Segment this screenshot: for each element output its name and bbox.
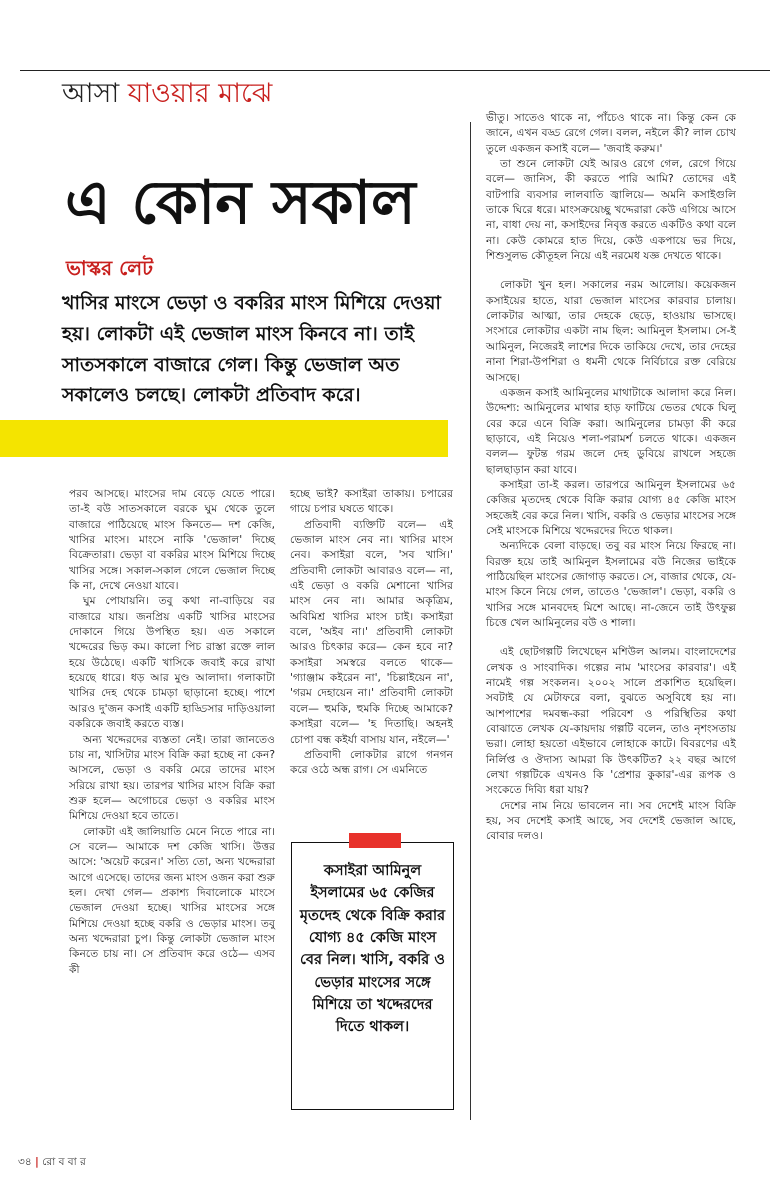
column-divider (470, 122, 471, 1120)
body-column-1 (69, 486, 275, 977)
pull-quote-text: কসাইরা আমিনুল ইসলামের ৬৫ কেজির মৃতদেহ থেকে বিক্রি করার যোগ্য ৪৫ কেজি মাংস বের নিল। খাসি, বকরি ও ভেড়ার মাংসের সঙ্গে মিশিয়ে তা খদ্দেরদের দিতে থাকল। (299, 863, 446, 1036)
section-heading-part2: যাওয়ার মাঝে (127, 78, 273, 109)
section-heading (62, 78, 272, 110)
paragraph: অন্যদিকে বেলা বাড়ছে। তবু বর মাংস নিয়ে ফিরছে না। বিরক্ত হয়ে তাই আমিনুল ইসলামের বউ নিজের ভাইকে পাঠিয়েছিল মাংসের জোগাড় করতে। সে, বাজার থেকে, যে-মাংস কিনে নিয়ে গেল, তাতেও 'ভেজাল'। ভেড়া, বকরি ও খাসির সঙ্গে মানবদেহ মিশে আছে। না-জেনে তাই উৎফুল্ল চিত্তে খেল আমিনুলের বউ ও শালা। (486, 539, 736, 629)
paragraph: তা শুনে লোকটা যেই আরও রেগে গেল, রেগে গিয়ে বলে— জানিস, কী করতে পারি আমি? তোদের এই বাটপারি ব্যবসার লালবাতি জ্বালিয়ে— অমনি কসাইগুলি তাকে ঘিরে ধরে। মাংসক্রয়েচ্ছু খদ্দেরারা কেউ এগিয়ে আসে না, বাধা দেয় না, কসাইদের নিবৃত্ত করতে একটিও কথা বলে না। কেউ কোমরে হাত দিয়ে, কেউ একপায়ে ভর দিয়ে, শিশুসুলভ কৌতূহল নিয়ে এই নরমেধ যজ্ঞ দেখতে থাকে। (486, 157, 736, 263)
paragraph: পরব আসছে। মাংসের দাম বেড়ে যেতে পারে। তা-ই বউ সাতসকালে বরকে ঘুম থেকে তুলে বাজারে পাঠিয়েছে মাংস কিনতে— দশ কেজি, খাসির মাংস। মাংসে নাকি 'ভেজাল' দিচ্ছে বিক্রেতারা। ভেড়া বা বকরির মাংস মিশিয়ে দিচ্ছে খাসির সঙ্গে। সকাল-সকাল গেলে ভেজাল দিচ্ছে কি না, দেখে নেওয়া যাবে। (69, 487, 275, 593)
paragraph: একজন কসাই আমিনুলের মাথাটাকে আলাদা করে নিল। উদ্দেশ্য: আমিনুলের মাথার হাড় ফাটিয়ে ভেতর থেকে ঘিলু বের করে এনে বিক্রি করা। আমিনুলের চামড়া কী করে ছাড়াবে, এই নিয়েও শলা-পরামর্শ চলতে থাকে। একজন বলল— ফুটন্ত গরম জলে দেহ ডুবিয়ে রাখলে সহজে ছালছাড়ান করা যাবে। (486, 385, 736, 476)
magazine-name: রো ব বা র (42, 1156, 86, 1168)
paragraph: ভীতু। সাতেও থাকে না, পাঁচেও থাকে না। কিন্তু কেন কে জানে, এখন বড্ড রেগে গেল। বলল, নইলে কী? লাল চোখ তুলে একজন কসাই বলে— 'জবাই করুম।' (486, 111, 736, 155)
intro-text: খাসির মাংসে ভেড়া ও বকরির মাংস মিশিয়ে দেওয়া হয়। লোকটা এই ভেজাল মাংস কিনবে না। তাই সাতসকালে বাজারে গেল। কিন্তু ভেজাল অত সকালেও চলছে। লোকটা প্রতিবাদ করে। (62, 292, 441, 407)
paragraph: হচ্ছে ভাই? কসাইরা তাকায়। চপারের গায়ে চপার ঘষতে থাকে। (290, 487, 453, 516)
paragraph: প্রতিবাদী লোকটার রাগে গনগন করে ওঠে অন্ধ রাগ। সে এমনিতে (290, 747, 453, 777)
page-number: ৩৪ (18, 1156, 32, 1168)
footer-separator: | (34, 1156, 39, 1168)
intro-paragraph (62, 288, 454, 411)
header-rule (20, 70, 770, 71)
paragraph: লোকটা এই জালিয়াতি মেনে নিতে পারে না। সে বলে— আমাকে দশ কেজি খাসি। উত্তর আসে: 'অয়েট করেন।' সত্যি তো, অন্য খদ্দেরারা আগে এসেছে। তাদের জন্য মাংস ওজন করা শুরু হল। দেখা গেল— প্রকাশ্য দিবালোকে মাংসে ভেজাল দেওয়া হচ্ছে। খাসির মাংসের সঙ্গে মিশিয়ে দেওয়া হচ্ছে বকরি ও ভেড়ার মাংস। তবু অন্য খদ্দেরারা চুপ। কিন্তু লোকটা ভেজাল মাংস কিনতে চায় না। সে প্রতিবাদ করে ওঠে— এসব কী (69, 824, 275, 976)
paragraph: লোকটা খুন হল। সকালের নরম আলোয়। কয়েকজন কসাইয়ের হাতে, যারা ভেজাল মাংসের কারবার চালায়। লোকটার আত্মা, তার দেহকে ছেড়ে, হাওয়ায় ভাসছে। সংসারে লোকটার একটা নাম ছিল: আমিনুল ইসলাম। সে-ই আমিনুল, নিজেরই লাশের দিকে তাকিয়ে দেখে, তার দেহের নানা শিরা-উপশিরা ও ধমনী থেকে নির্বিচারে রক্ত বেরিয়ে আসছে। (486, 278, 736, 384)
yellow-band (0, 420, 448, 457)
body-column-2 (290, 486, 453, 778)
pull-quote-accent (349, 833, 401, 848)
body-column-3 (486, 110, 736, 844)
paragraph: প্রতিবাদী ব্যক্তিটি বলে— এই ভেজাল মাংস নেব না। খাসির মাংস নেব। কসাইরা বলে, 'সব খাসি।' প্রতিবাদী লোকটা আবারও বলে— না, এই ভেড়া ও বকরি মেশানো খাসির মাংস নেব না। আমার অকৃত্রিম, অবিমিশ্র খাসির মাংস চাই। কসাইরা বলে, 'অইব না।' প্রতিবাদী লোকটা আরও চিৎকার করে— কেন হবে না? কসাইরা সমস্বরে বলতে থাকে— 'গ্যাঞ্জাম কইরেন না', 'চিল্লাইয়েন না', 'গরম দেহায়েন না।' প্রতিবাদী লোকটা বলে— হুমকি, হুমকি দিচ্ছে আমাকে? কসাইরা বলে— 'হ দিতাছি। অহনই চোপা বন্ধ কইর্যা বাসায় যান, নইলে—' (290, 517, 453, 746)
paragraph: অন্য খদ্দেরদের ব্যস্ততা নেই। তারা জানতেও চায় না, খাসিটার মাংস বিক্রি করা হচ্ছে না কেন? আসলে, ভেড়া ও বকরি মেরে তাদের মাংস সরিয়ে রাখা হয়। তারপর খাসির মাংস বিক্রি করা শুরু হলে— অগোচরে ভেড়া ও বকরির মাংস মিশিয়ে দেওয়া হবে তাতে। (69, 732, 275, 823)
paragraph: কসাইরা তা-ই করল। তারপরে আমিনুল ইসলামের ৬৫ কেজির মৃতদেহ থেকে বিক্রি করার যোগ্য ৪৫ কেজি মাংস সহজেই বের করে নিল। খাসি, বকরি ও ভেড়ার মাংসের সঙ্গে সেই মাংসকে মিশিয়ে খদ্দেরদের দিতে থাকল। (486, 477, 736, 537)
page-footer (18, 1155, 86, 1172)
section-heading-part1: আসা (62, 78, 120, 109)
paragraph: এই ছোটগল্পটি লিখেছেন মশিউল আলম। বাংলাদেশের লেখক ও সাংবাদিক। গল্পের নাম 'মাংসের কারবার'। এই নামেই গল্প সংকলন। ২০০২ সালে প্রকাশিত হয়েছিল। সবটাই যে মেটাফরে বলা, বুঝতে অসুবিধে হয় না। আশপাশের দমবন্ধ-করা পরিবেশ ও পরিস্থিতির কথা বোঝাতে লেখক যে-কায়দায় গল্পটি বলেন, তাও নৃশংসতায় ভরা। লোহা হয়তো এইভাবে লোহাকে কাটে। বিবরণের এই নির্লিপ্ত ও ঔদাস্য আমরা কি উৎকটিত? ২২ বছর আগে লেখা গল্পটিকে এখনও কি 'প্রেশার কুকার'-এর রূপক ও সংকেতে দিব্যি ধরা যায়? (486, 645, 736, 797)
paragraph: দেশের নাম নিয়ে ভাবলেন না। সব দেশেই মাংস বিক্রি হয়, সব দেশেই কসাই আছে, সব দেশেই ভেজাল আছে, বোবার দলও। (486, 798, 736, 843)
article-title: এ কোন সকাল (65, 168, 416, 238)
paragraph: ঘুম পোযায়নি। তবু কথা না-বাড়িয়ে বর বাজারে যায়। জনপ্রিয় একটি খাসির মাংসের দোকানে গিয়ে উপস্থিত হয়। এত সকালে খদ্দেরের ভিড় কম। কালো পিচ রাস্তা রক্তে লাল হয়ে উঠেছে। একটি খাসিকে জবাই করে রাখা হয়েছে ধারে। ধড় আর মুণ্ড আলাদা। গলাকাটা খাসির দেহ থেকে চামড়া ছাড়ানো হচ্ছে। পাশে আরও দু'জন কসাই একটি হাড্ডিসার দাড়িওয়ালা বকরিকে জবাই করতে ব্যস্ত। (69, 594, 275, 731)
author-byline: ভাস্কর লেট (66, 256, 153, 280)
